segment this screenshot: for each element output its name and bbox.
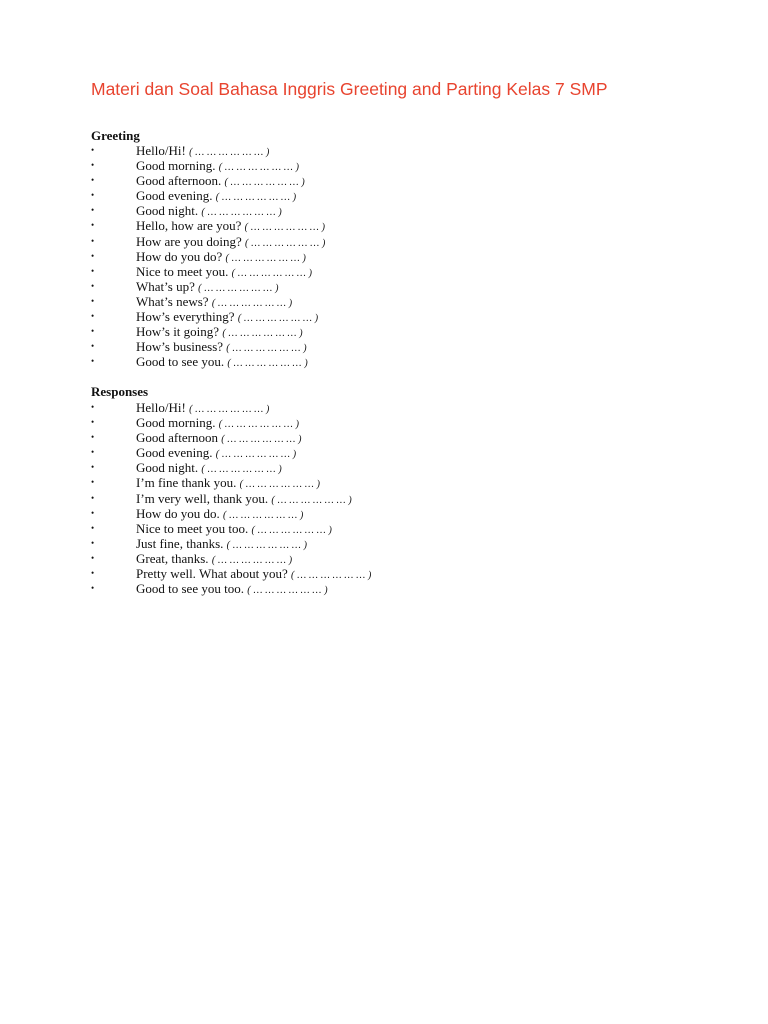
bullet-icon: • — [91, 522, 95, 533]
bullet-icon: • — [91, 250, 95, 261]
bullet-icon: • — [91, 235, 95, 246]
bullet-icon: • — [91, 205, 95, 216]
phrase-text: How are you doing? — [136, 233, 242, 249]
list-item-phrase — [136, 354, 308, 371]
list-item-phrase — [136, 581, 328, 598]
bullet-icon: • — [91, 402, 95, 412]
answer-blank: ( … … … … … … ) — [201, 207, 282, 219]
phrase-text: Great, thanks. — [136, 550, 209, 566]
bullet-icon: • — [91, 220, 95, 231]
phrase-text: Good to see you too. — [136, 581, 244, 597]
phrase-text: I’m very well, thank you. — [136, 490, 269, 506]
answer-blank: ( … … … … … … ) — [215, 192, 297, 204]
phrase-text: How’s business? — [136, 339, 224, 355]
phrase-text: Good afternoon — [136, 430, 218, 446]
bullet-icon: • — [91, 280, 95, 291]
phrase-text: Pretty well. What about you? — [136, 566, 288, 582]
phrase-text: What’s up? — [136, 278, 195, 294]
bullet-icon: • — [91, 190, 95, 201]
answer-blank: ( … … … … … … ) — [251, 524, 333, 536]
bullet-icon: • — [91, 311, 95, 322]
answer-blank: ( … … … … … … ) — [231, 267, 313, 279]
bullet-icon: • — [91, 295, 95, 306]
bullet-icon: • — [91, 356, 95, 367]
phrase-text: Good night. — [136, 460, 199, 476]
bullet-icon: • — [91, 462, 95, 473]
answer-blank: ( … … … … … … ) — [189, 404, 270, 415]
answer-blank: ( … … … … … … ) — [271, 494, 352, 506]
answer-blank: ( … … … … … … ) — [221, 434, 302, 446]
phrase-text: Good night. — [136, 203, 199, 219]
phrase-text: Nice to meet you too. — [136, 520, 249, 536]
phrase-text: Good morning. — [136, 415, 216, 431]
phrase-text: What’s news? — [136, 293, 209, 309]
answer-blank: ( … … … … … … ) — [239, 479, 321, 491]
phrase-text: How do you do. — [136, 505, 220, 521]
answer-blank: ( … … … … … … ) — [226, 343, 307, 355]
phrase-text: How do you do? — [136, 248, 223, 264]
section-heading-responses: Responses — [91, 384, 149, 399]
bullet-icon: • — [91, 477, 95, 488]
bullet-icon: • — [91, 583, 95, 594]
answer-blank: ( … … … … … … ) — [244, 222, 326, 234]
bullet-icon: • — [91, 341, 95, 352]
document-title: Materi dan Soal Bahasa Inggris Greeting and Parting Kelas 7 SMP — [91, 79, 608, 99]
answer-blank: ( … … … … … … ) — [222, 328, 303, 340]
answer-blank: ( … … … … … … ) — [247, 585, 328, 597]
section-heading-greeting: Greeting — [91, 128, 140, 143]
bullet-icon: • — [91, 326, 95, 337]
phrase-text: How’s it going? — [136, 324, 220, 340]
answer-blank: ( … … … … … … ) — [237, 313, 319, 325]
phrase-text: Just fine, thanks. — [136, 535, 224, 551]
bullet-icon: • — [91, 265, 95, 276]
answer-blank: ( … … … … … … ) — [211, 297, 293, 309]
bullet-icon: • — [91, 175, 95, 186]
bullet-icon: • — [91, 568, 95, 579]
phrase-text: Nice to meet you. — [136, 263, 229, 279]
answer-blank: ( … … … … … … ) — [218, 419, 300, 431]
answer-blank: ( … … … … … … ) — [211, 554, 293, 566]
answer-blank: ( … … … … … … ) — [291, 570, 372, 582]
bullet-icon: • — [91, 447, 95, 458]
bullet-icon: • — [91, 507, 95, 518]
phrase-text: Good evening. — [136, 445, 213, 461]
bullet-icon: • — [91, 417, 95, 428]
phrase-text: Hello/Hi! — [136, 143, 186, 158]
answer-blank: ( … … … … … … ) — [189, 147, 270, 158]
answer-blank: ( … … … … … … ) — [218, 162, 300, 174]
bullet-icon: • — [91, 145, 95, 155]
answer-blank: ( … … … … … … ) — [225, 252, 307, 264]
bullet-icon: • — [91, 432, 95, 443]
answer-blank: ( … … … … … … ) — [227, 358, 308, 370]
phrase-text: Hello/Hi! — [136, 400, 186, 415]
answer-blank: ( … … … … … … ) — [215, 449, 297, 461]
phrase-text: How’s everything? — [136, 309, 235, 325]
phrase-text: Good afternoon. — [136, 173, 225, 189]
answer-blank: ( … … … … … … ) — [201, 464, 282, 476]
phrase-text: Good morning. — [136, 158, 216, 174]
bullet-icon: • — [91, 537, 95, 548]
answer-blank: ( … … … … … … ) — [245, 237, 326, 249]
bullet-icon: • — [91, 160, 95, 171]
phrase-text: Hello, how are you? — [136, 218, 242, 234]
answer-blank: ( … … … … … … ) — [226, 539, 308, 551]
phrase-text: Good evening. — [136, 188, 213, 204]
answer-blank: ( … … … … … … ) — [224, 177, 305, 189]
answer-blank: ( … … … … … … ) — [198, 282, 279, 294]
bullet-icon: • — [91, 492, 95, 503]
bullet-icon: • — [91, 552, 95, 563]
answer-blank: ( … … … … … … ) — [223, 509, 304, 521]
phrase-text: Good to see you. — [136, 354, 225, 370]
phrase-text: I’m fine thank you. — [136, 475, 237, 491]
